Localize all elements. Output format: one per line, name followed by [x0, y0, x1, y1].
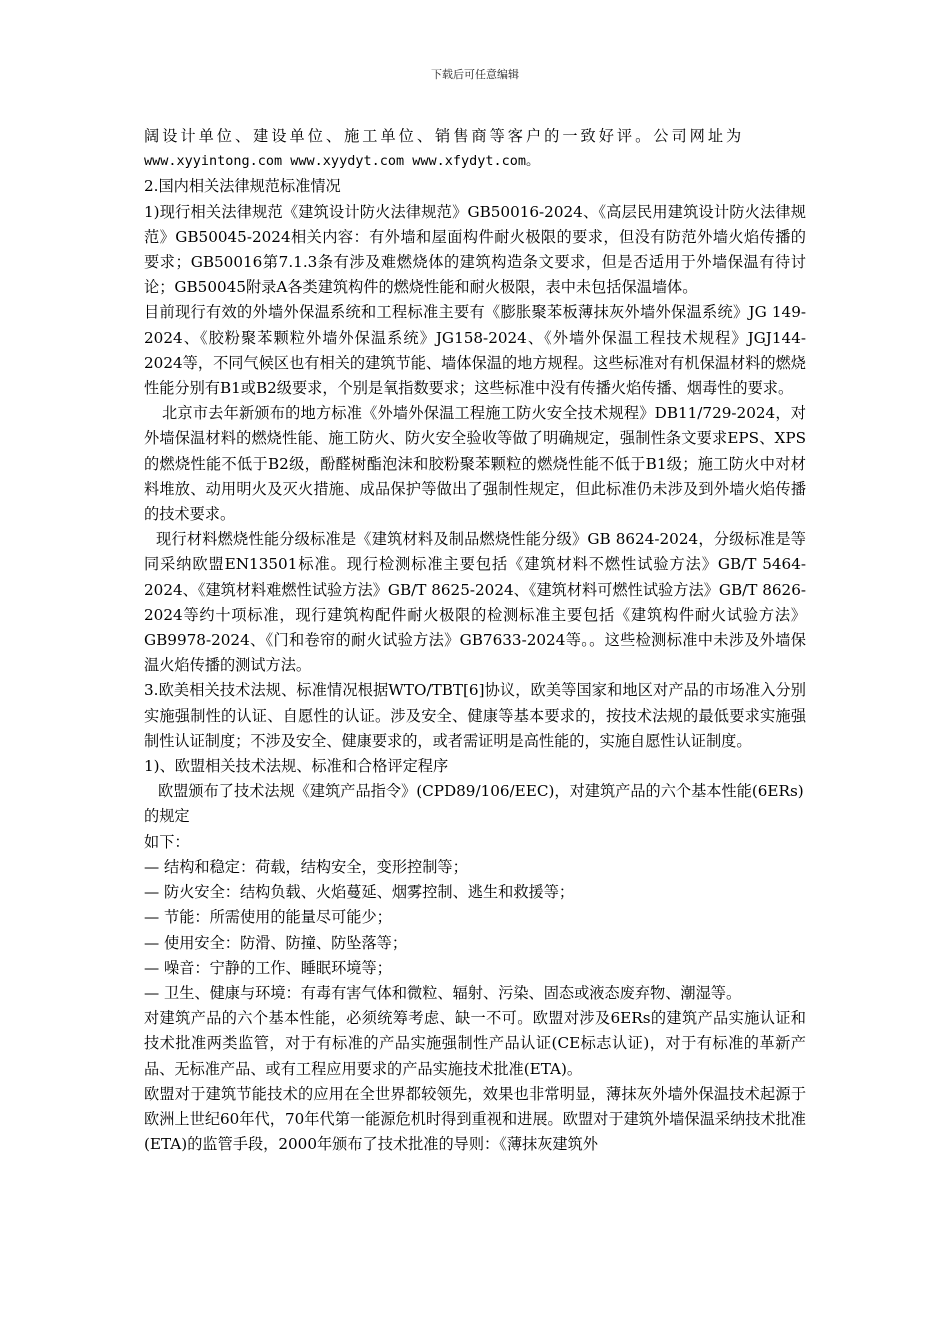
paragraph-as-follows: 如下： [144, 832, 190, 851]
requirement-item: — 噪音：宁静的工作、睡眠环境等； [144, 958, 392, 977]
paragraph-eu-energy-saving: 欧盟对于建筑节能技术的应用在全世界都较领先，效果也非常明显，薄抹灰外墙外保温技术起源于欧洲上世纪60年代，70年代第一能源危机时得到重视和进展。欧盟对于建筑外墙保温采纳技术批准(ETA)的监管手段，2000年颁布了技术批准的导则：《薄抹灰建筑外 [144, 1084, 806, 1154]
requirement-item: — 防火安全：结构负载、火焰蔓延、烟雾控制、逃生和救援等； [144, 883, 575, 902]
paragraph-company-praise: 阔设计单位、建设单位、施工单位、销售商等客户的一致好评。公司网址为 [144, 127, 745, 145]
requirement-item: — 卫生、健康与环境：有毒有害气体和微粒、辐射、污染、固态或液态废弃物、潮湿等。 [144, 983, 742, 1002]
paragraph-insulation-standards: 目前现行有效的外墙外保温系统和工程标准主要有《膨胀聚苯板薄抹灰外墙外保温系统》JG 149-2024、《胶粉聚苯颗粒外墙外保温系统》JG158-2024、《外墙外保温工程技术规程》JGJ144-2024等，不同气候区也有相关的建筑节能、墙体保温的地方规程。这些标准对有机保温材料的燃烧性能分别有B1或B2级要求，个别是氧指数要求；这些标准中没有传播火焰传播、烟毒性的要求。 [144, 303, 806, 398]
document-body [144, 124, 806, 1157]
page-header: 下载后可任意编辑 [431, 68, 519, 81]
paragraph-beijing-standard: 北京市去年新颁布的地方标准《外墙外保温工程施工防火安全技术规程》DB11/729-2024，对外墙保温材料的燃烧性能、施工防火、防火安全验收等做了明确规定，强制性条文要求EPS、XPS的燃烧性能不低于B2级，酚醛树酯泡沫和胶粉聚苯颗粒的燃烧性能不低于B1级；施工防火中对材料堆放、动用明火及灭火措施、成品保护等做出了强制性规定，但此标准仍未涉及到外墙火焰传播的技术要求。 [144, 404, 806, 524]
paragraph-company-urls: www.xyyintong.com www.xyydyt.com www.xfydyt.com。 [144, 153, 540, 170]
section-heading-domestic-standards: 2.国内相关法律规范标准情况 [144, 177, 341, 196]
requirement-item: — 使用安全：防滑、防撞、防坠落等； [144, 933, 408, 952]
requirement-item: — 结构和稳定：荷载，结构安全，变形控制等； [144, 857, 468, 876]
paragraph-eu-us-regulations: 3.欧美相关技术法规、标准情况根据WTO/TBT[6]协议，欧美等国家和地区对产品的市场准入分别实施强制性的认证、自愿性的认证。涉及安全、健康等基本要求的，按技术法规的最低要求实施强制性认证制度；不涉及安全、健康要求的，或者需证明是高性能的，实施自愿性认证制度。 [144, 681, 806, 750]
paragraph-cpd-directive: 欧盟颁布了技术法规《建筑产品指令》(CPD89/106/EEC)，对建筑产品的六个基本性能(6ERs)的规定 [144, 782, 804, 826]
requirement-item: — 节能：所需使用的能量尽可能少； [144, 908, 392, 927]
section-heading-eu-regulations: 1)、欧盟相关技术法规、标准和合格评定程序 [144, 757, 449, 776]
paragraph-six-performances: 对建筑产品的六个基本性能，必须统筹考虑、缺一不可。欧盟对涉及6ERs的建筑产品实施认证和技术批准两类监管，对于有标准的产品实施强制性产品认证(CE标志认证)，对于有标准的革新产品、无标准产品、或有工程应用要求的产品实施技术批准(ETA)。 [144, 1009, 806, 1078]
paragraph-fire-code: 1)现行相关法律规范《建筑设计防火法律规范》GB50016-2024、《高层民用建筑设计防火法律规范》GB50045-2024相关内容：有外墙和屋面构件耐火极限的要求，但没有防范外墙火焰传播的要求；GB50016第7.1.3条有涉及难燃烧体的建筑构造条文要求，但是否适用于外墙保温有待讨论；GB50045附录A各类建筑构件的燃烧性能和耐火极限，表中未包括保温墙体。 [144, 202, 806, 297]
paragraph-fire-rating-standard: 现行材料燃烧性能分级标准是《建筑材料及制品燃烧性能分级》GB 8624-2024，分级标准是等同采纳欧盟EN13501标准。现行检测标准主要包括《建筑材料不燃性试验方法》GB/T 5464-2024、《建筑材料难燃性试验方法》GB/T 8625-2024、《建筑材料可燃性试验方法》GB/T 8626-2024等约十项标准，现行建筑构配件耐火极限的检测标准主要包括《建筑构件耐火试验方法》GB9978-2024、《门和卷帘的耐火试验方法》GB7633-2024等。。这些检测标准中未涉及外墙保温火焰传播的测试方法。 [144, 530, 806, 675]
